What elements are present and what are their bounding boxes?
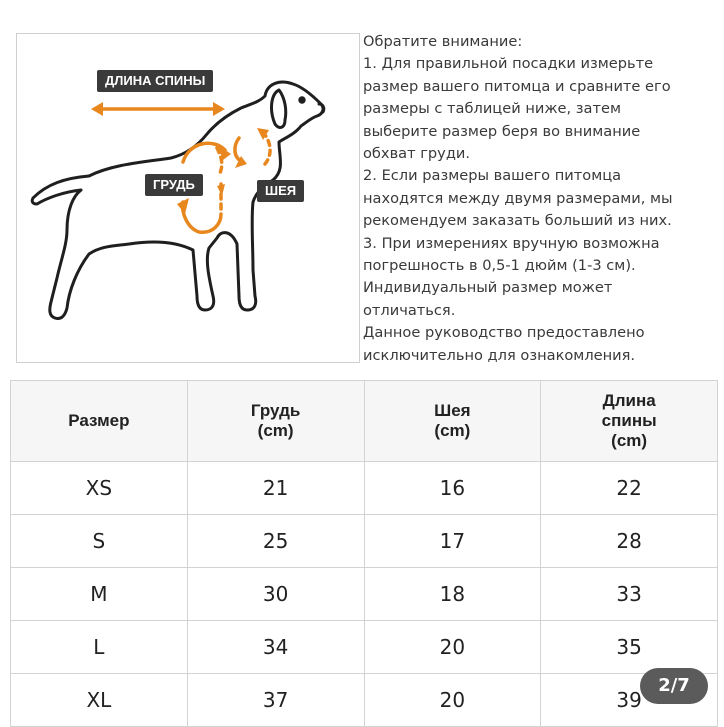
table-row — [11, 674, 718, 727]
note-line: рекомендуем заказать больший из них. — [363, 212, 672, 230]
size-table — [10, 380, 718, 727]
table-row — [11, 621, 718, 674]
note-line: выберите размер беря во внимание — [363, 122, 641, 140]
header-back-length: Длина спины (cm) — [541, 381, 718, 462]
cell-back-length: 22 — [541, 462, 718, 515]
cell-size: M — [11, 568, 188, 621]
cell-chest: 30 — [187, 568, 364, 621]
note-line: Индивидуальный размер может — [363, 279, 613, 297]
neck-label: ШЕЯ — [257, 180, 304, 202]
note-line: 3. При измерениях вручную возможна — [363, 234, 660, 252]
note-line: 2. Если размеры вашего питомца — [363, 167, 622, 185]
cell-back-length: 39 — [541, 674, 718, 727]
cell-back-length: 28 — [541, 515, 718, 568]
image-pager-badge[interactable]: 2/7 — [640, 668, 708, 704]
note-line: размеры с таблицей ниже, затем — [363, 100, 621, 118]
header-neck: Шея (cm) — [364, 381, 541, 462]
cell-neck: 20 — [364, 621, 541, 674]
header-chest: Грудь (cm) — [187, 381, 364, 462]
note-line: погрешность в 0,5-1 дюйм (1-3 см). — [363, 257, 636, 275]
sizing-notes — [363, 31, 718, 367]
cell-neck: 18 — [364, 568, 541, 621]
measurement-diagram — [16, 33, 360, 363]
cell-neck: 17 — [364, 515, 541, 568]
cell-back-length: 33 — [541, 568, 718, 621]
note-line: отличаться. — [363, 301, 456, 319]
cell-chest: 34 — [187, 621, 364, 674]
table-row — [11, 462, 718, 515]
cell-neck: 20 — [364, 674, 541, 727]
note-line: обхват груди. — [363, 145, 471, 163]
note-line: исключительно для ознакомления. — [363, 346, 636, 364]
cell-back-length: 35 — [541, 621, 718, 674]
cell-chest: 37 — [187, 674, 364, 727]
note-line: размер вашего питомца и сравните его — [363, 77, 671, 95]
cell-chest: 21 — [187, 462, 364, 515]
chest-label: ГРУДЬ — [145, 174, 203, 196]
table-row — [11, 515, 718, 568]
table-row — [11, 568, 718, 621]
back-length-label: ДЛИНА СПИНЫ — [97, 70, 213, 92]
note-line: находятся между двумя размерами, мы — [363, 189, 673, 207]
header-size: Размер — [11, 381, 188, 462]
note-line: Обратите внимание: — [363, 33, 523, 50]
cell-size: L — [11, 621, 188, 674]
note-line: Данное руководство предоставлено — [363, 324, 645, 342]
cell-size: XL — [11, 674, 188, 727]
table-header-row — [11, 381, 718, 462]
cell-neck: 16 — [364, 462, 541, 515]
cell-chest: 25 — [187, 515, 364, 568]
note-line: 1. Для правильной посадки измерьте — [363, 55, 654, 73]
cell-size: XS — [11, 462, 188, 515]
cell-size: S — [11, 515, 188, 568]
